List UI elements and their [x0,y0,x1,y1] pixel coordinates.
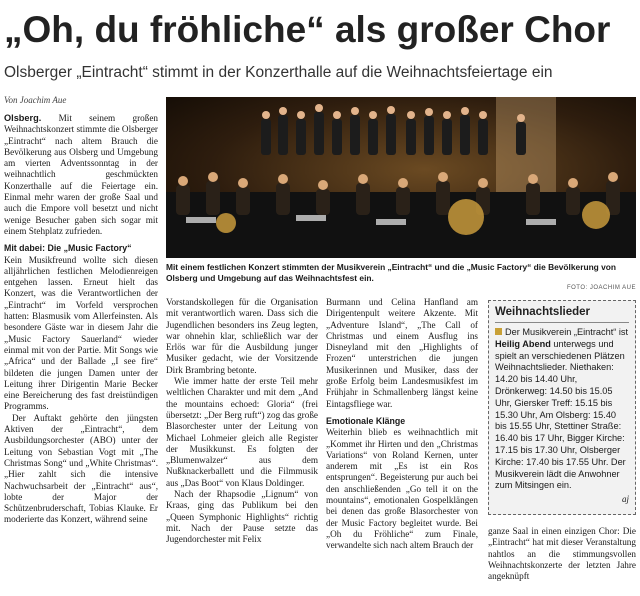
article-column-1 [4,113,158,526]
info-text-part: unterwegs und spielt an verschiedenen Plätzen Weihnachtslieder. Niethaken: 14.20 bis 14.40 Uhr, Drönkerweg: 14.50 bis 15.05 Uhr, Giersker Treff: 15.15 bis 15.30 Uhr, Am Olsberg: 15.40 bis 15.55 Uhr, Stettiner Straße: 16.40 bis 17 Uhr, Bigger Kirche: 17.15 bis 17.30 Uhr, Olsberger Kirche: 17.40 bis 17.55 Uhr. Der Musikverein lädt die Anwohner zum Mitsingen ein. [495,338,626,491]
dateline: Olsberg. [4,113,42,123]
article-paragraph: Burmann und Celina Hanfland am Dirigentenpult weitere Akzente. Mit „Adventure Island“, „The Call of Christmas und einem Ausflug ins Disneyland mit den „Highlights of Frozen“ unterstrichen die jungen Musikerinnen und Musiker, dass der große Erfolg beim Landesmusikfest im Frühjahr in Schmallenberg längst keine Eintagsfliege war. [326,297,478,409]
photo-caption: Mit einem festlichen Konzert stimmten der Musikverein „Eintracht“ und die „Music Factory“ die Bevölkerung von Olsberg und Umgebung auf das Weihnachtsfest ein. [166,262,617,283]
bullet-square-icon [495,328,502,335]
article-paragraph [4,113,158,237]
concert-photo [166,97,636,258]
info-text-part: Der Musikverein „Eintracht“ ist [505,327,629,337]
photo-credit: FOTO: JOACHIM AUE [566,285,636,291]
info-box-text [495,327,629,506]
article-paragraph: Wie immer hatte der erste Teil mehr weltlichen Charakter und mit dem „And the mountains echoed: Gloria“ (frei übersetzt: „Der Berg ruft“) zog das große Blasorchester unter der Leitung von Michael Lohmeier gleich alle Register der Musikkunst. Es folgten der „Blumenwalzer“ aus dem Nußknackerballett und die Filmmusik aus „Das Boot“ von Klaus Doldinger. [166,376,318,488]
concert-photo-image [166,97,636,258]
article-byline: Von Joachim Aue [4,95,67,105]
article-paragraph: Nach der Rhapsodie „Lignum“ von Kraas, ging das Publikum bei den „Queen Symphonic Highlights“ richtig mit. Nach der Pause setzte das Jugendorchester mit Felix [166,489,318,545]
subheading: Emotionale Klänge [326,415,406,426]
article-column-2 [166,297,318,546]
info-text-bold: Heilig Abend [495,338,551,349]
article-subline: Olsberger „Eintracht“ stimmt in der Konzerthalle auf die Weihnachtsfeiertage ein [4,64,553,81]
article-paragraph: Vorstandskollegen für die Organisation mit verantwortlich waren. Dass sich die Jugendlichen besonders ins Zeug legten, war ohnehin klar, schließlich war der Erlös war für die Ausbildung junger Musiker gedacht, wie der Vorsitzende Dirk Brambring betonte. [166,297,318,375]
article-column-3 [326,297,478,552]
author-initials: aj [621,494,629,505]
article-column-4 [488,526,636,582]
paragraph-text: Mit seinem großen Weihnachtskonzert stimmte die Olsberger „Eintracht“ nach altem Brauch die Bevölkerung aus Olsberg und Umgebung am vierten Adventssonntag in der weihnachtlich geschmückten Konzerthalle auf die Feiertage ein. Einmal mehr waren der große Saal und auch die Empore voll besetzt und nicht wenige Besucher gaben sich sogar mit einem Stehplatz zufrieden. [4,113,159,236]
article-paragraph: ganze Saal in einen einzigen Chor: Die „Eintracht“ hat mit dieser Veranstaltung nahtlos an die stimmungsvollen Weihnachtskonzerte der letzten Jahre angeknüpft [488,526,636,582]
info-box-title: Weihnachtslieder [495,305,629,323]
article-headline: „Oh, du fröhliche“ als großer Chor [4,9,611,50]
info-box [488,300,636,515]
article-paragraph: Der Auftakt gehörte den jüngsten Aktiven der „Eintracht“, dem Ausbildungsorchester (ABO) unter der Leitung von Sebastian Vogt mit „The Christmas Song“ und „White Christmas“. „Hier zahlt sich die intensive Nachwuchsarbeit der „Eintracht“ aus“, lobte der Major der Schützenbruderschaft, Tobias Klauke. Er moderierte das Konzert, während seine [4,412,158,525]
subheading: Mit dabei: Die „Music Factory“ [4,243,132,254]
article-paragraph: Weiterhin blieb es weihnachtlich mit „Kommet ihr Hirten und den „Christmas Variations“ von Roland Kernen, unter anderem mit „Es ist ein Ros entsprungen“. Begeisterung pur auch bei den anschließenden „Go tell it on the mountains“, emotionalen Gospelklängen bei denen das große Blasorchester von der Music Factory begleitet wurde. Bei „Oh du Fröhliche“ zum Finale, verwandelte sich nach altem Brauch der [326,427,478,551]
article-paragraph: Kein Musikfreund wollte sich diesen alljährlichen festlichen Melodienreigen entgehen lassen. Erneut hielt das Konzert, was die Verantwortlichen der „Eintracht“ im Vorfeld versprochen hatten: Blasmusik vom Allerfeinsten. Als besondere Gäste war in diesem Jahr die „Music Factory Sauerland“ wieder einmal mit von der Partie. Mit Songs wie „Africa“ und der Ballade „I see fire“ bildeten die jungen Damen unter der Leitung ihrer Dirigentin Marie Becker eine Bereicherung des fast dreistündigen Programms. [4,254,158,412]
